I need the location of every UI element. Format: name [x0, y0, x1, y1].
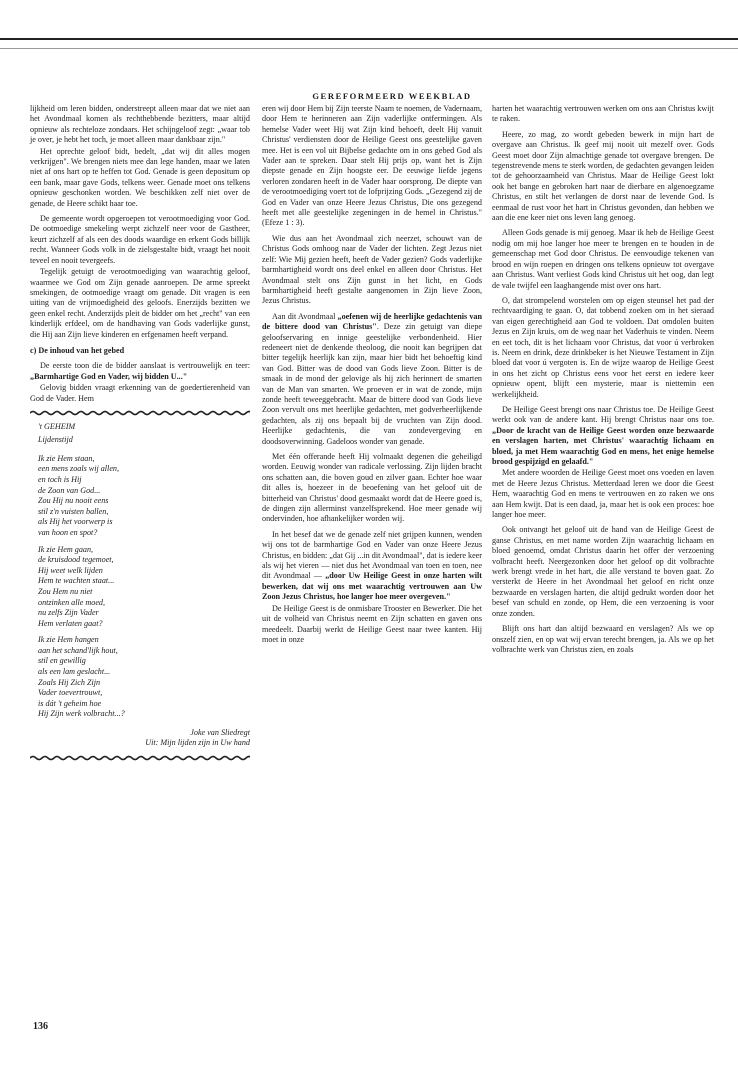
- paragraph: O, dat strompelend worstelen om op eigen steunsel het pad der rechtvaardiging te gaan. O, dat tobbend zoeken om in het sieraad van eigen gerechtigheid aan God te voldoen. Dat omdolen buiten Jezus en Zijn kruis, om de weg naar het Vaderhuis te vinden. Neem en eet toch, dit is het lichaam voor Christus, dat voor ú verbroken is. Neem en drink, deze drinkbeker is het Nieuwe Testament in Zijn bloed dat voor ú vergoten is. En de wijze waarop de Heilige Geest in ons het zicht op Christus eens voor het eerst en iedere keer opnieuw opent, blijft een mysterie, maar is niettemin een werkelijkheid.: [492, 295, 714, 399]
- running-header: GEREFORMEERD WEEKBLAD: [312, 91, 472, 101]
- poem-author: Joke van Sliedregt: [190, 728, 250, 738]
- poem-line: stil en gewillig: [38, 656, 86, 666]
- wavy-divider-bottom: [30, 755, 250, 761]
- top-rule: [0, 38, 738, 40]
- poem-stanza: [38, 545, 250, 630]
- poem-line: ontzinken alle moed,: [38, 597, 106, 607]
- poem-line: de Zoon van God...: [38, 485, 101, 495]
- paragraph: Met één offerande heeft Hij volmaakt degenen die geheiligd worden. Eeuwig wonder van radicale verlossing. Zijn lijden bracht ons schatten aan, die boven goud en zilver gaan. Echter hoe waar dit alles is, hoezeer in de beoefening van het geloof uit de bitterheid van Christus' dood gesmaakt wordt dat de Heere goed is, de dingen zijn allerminst vanzelfsprekend. Hoe meer genade wij ondervinden, hoe afhankelijker worden wij.: [262, 452, 482, 524]
- poem-line: Ik zie Hem hangen: [38, 635, 99, 645]
- text-run: De Heilige Geest brengt ons naar Christus toe. De Heilige Geest werkt ook van de andere kant. Hij brengt Christus naar ons toe.: [492, 404, 714, 425]
- poem-line: Hij weet welk lijden: [38, 565, 103, 575]
- text-run: De eerste toon die de bidder aanslaat is vertrouwelijk en teer:: [40, 361, 250, 371]
- poem-line: Zoals Hij Zich Zijn: [38, 677, 101, 687]
- poem-line: en toch is Hij: [38, 474, 82, 484]
- paragraph: [262, 312, 482, 447]
- poem-line: Ik zie Hem gaan,: [38, 544, 94, 554]
- poem-line: Hem verlaten gaat?: [38, 618, 103, 628]
- paragraph: Alleen Gods genade is mij genoeg. Maar ik heb de Heilige Geest nodig om mij hoe langer hoe meer te brengen en te houden in de gemeenschap met God door Christus. De eenvoudige tekenen van brood en wijn roepen en dringen ons telkens opnieuw tot overgave aan Christus. Want verliest Gods kind Christus uit het oog, dan legt de vale twijfel een laaghangende mist over ons hart.: [492, 228, 714, 290]
- poem-line: aan het schand'lijk hout,: [38, 645, 118, 655]
- text-run: In het besef dat we de genade zelf niet grijpen kunnen, wenden wij ons tot de barmhartige God en Vader van onze Heere Jezus Christus, en bidden: „dat Gij ...in dit Avondmaal", dat is iedere keer als wij het vieren — niet dus het Avondmaal van toen en toen, nee dit Avondmaal —: [262, 529, 482, 581]
- paragraph: Wie dus aan het Avondmaal zich neerzet, schouwt van de Christus Gods omhoog naar de Vader der lichten. Zegt Jezus niet zelf: Wie Mij gezien heeft, heeft de Vader gezien? Gods vaderlijke barmhartigheid wordt ons deel enkel en alleen door Christus. Het Avondmaal stelt ons Zijn gunst in het licht, en Gods barmhartigheid heeft gestalte aangenomen in Zijn lieve Zoon, Jezus Christus.: [262, 233, 482, 306]
- paragraph: Gelovig bidden vraagt erkenning van de goedertierenheid van God de Vader. Hem: [30, 383, 250, 403]
- poem-line: Hem te wachten staat...: [38, 576, 115, 586]
- text-run: Aan dit Avondmaal: [272, 311, 338, 321]
- poem-source: Uit: Mijn lijden zijn in Uw hand: [145, 738, 250, 748]
- poem-line: Ik zie Hem staan,: [38, 453, 95, 463]
- paragraph: Het oprechte geloof bidt, bedelt, „dat wij dit alles mogen verkrijgen". We brengen niets mee dan lege handen, maar we laten niet af ons hart op te heffen tot God. Genade is geen depositum op een bank, maar gave Gods, telkens weer. Genade moet ons telkens opnieuw geschonken worden. We beschikken zelf niet over de genade, de Heere schikt haar toe.: [30, 146, 250, 208]
- paragraph: [262, 530, 482, 603]
- poem-line: is dát 't geheim hoe: [38, 698, 102, 708]
- poem-title: 't GEHEIM: [38, 421, 76, 431]
- poem-line: Zou Hij nu nooit eens: [38, 496, 109, 506]
- bold-quote: „Door de kracht van de Heilige Geest worden onze bezwaarde en verslagen harten, met Christus' waarachtig lichaam en bloed, ja met Hem waarachtig God en mens, het enige hemelse brood gespijzigd en gelaafd.": [492, 425, 714, 466]
- wavy-divider-top: [30, 410, 250, 416]
- text-run: . Deze zin getuigt van diepe geloofservaring en innige geestelijke verbondenheid. Hier redeneert niet de denkende theoloog, die nooit kan begrijpen dat bitter tegelijk heerlijk kan zijn, maar hier bidt het behoeftig kind van God. Bitter was de dood van Gods lieve Zoon. Bitter is de smaak in de mond der gelovige als hij zich herinnert de smarten van de Man van smarten. We proeven er in wat de zonde, mijn zonde heeft teweeggebracht. Maar de bittere dood van Gods lieve Zoon vervult ons met heerlijke gedachten, met godverheerlijkende gedachten, als zij ons bepaalt bij de vruchten van Zijn dood. Heerlijke gedachtenis, die van zondevergeving en doodsoverwinning. Gadeloos wonder van genade.: [262, 322, 482, 446]
- paragraph: Heere, zo mag, zo wordt gebeden bewerk in mijn hart de overgave aan Christus. Ik geef mij nooit uit mezelf over. Gods Geest moet door Zijn almachtige genade tot overgave brengen. De tegenstrevende mens te sterk worden, de gedachten gevangen leiden tot de gehoorzaamheid van Christus. Maar de Heilige Geest lokt ook het bange en gebroken hart naar de dierbare en algenoegzame Christus, en stilt het verlangen de dorst naar de levende God. Is eenmaal de rust voor het hart in Christus gevonden, dan hebben we aan die ene keer niet ons leven lang genoeg.: [492, 129, 714, 223]
- poem-line: als een lam geslacht...: [38, 667, 111, 677]
- paragraph: Ook ontvangt het geloof uit de hand van de Heilige Geest de ganse Christus, en met name worden Zijn waarachtig lichaam en bloed genoemd, omdat Christus daarin het offer der verzoening volbracht heeft. Neergezonken door het geloof op dit volbrachte werk brengt vrede in het hart, die alle verstand te boven gaat. Zo versterkt de Heere in het Avondmaal het geloof en richt onze bezwaarde en verslagen harten, die altijd gedrukt worden door het besef van schuld en zonde, op Hem, die een verzoening is voor onze zonden.: [492, 525, 714, 618]
- paragraph: De gemeente wordt opgeroepen tot verootmoediging voor God. De ootmoedige smekeling werpt zichzelf neer voor de Gastheer, keurt zichzelf af als een des doods waardige en erkent Gods billijk recht. Wanneer Gods volk in de zielsgestalte bidt, vraagt het nooit teveel en nooit tevergeefs.: [30, 214, 250, 265]
- paragraph: [492, 405, 714, 467]
- paragraph: eren wij door Hem bij Zijn teerste Naam te noemen, de Vadernaam, door Hem te herinneren aan Zijn vaderlijke ontfermingen. Als hemelse Vader weet Hij wat Zijn kind behoeft, deelt Hij vanuit Christus' verdiensten door de Heilige Geest ons geestelijke gaven mee. Het is een vol uit Bijbelse gedachte om in ons gebed God als Vader aan te spreken. Daar stelt Hij prijs op, want het is Zijn diepste genade en Zijn hoogste eer. De eeuwige liefde jegens verloren zondaren heeft in de Vader haar oorsprong. De diepte van de verootmoediging voert tot de lofprijzing Gods. „Gezegend zij de God en Vader van onze Heere Jezus Christus, Die ons gezegend heeft met alle geestelijke zegeningen in de hemel in Christus." (Efeze 1 : 3).: [262, 104, 482, 228]
- poem-line: Vader toevertrouwt,: [38, 688, 103, 698]
- bold-quote: „oefenen wij de heerlijke gedachtenis van de bittere dood van Christus": [262, 311, 482, 332]
- paragraph: Tegelijk getuigt de verootmoediging van waarachtig geloof, waarmee we God om Zijn genade aanroepen. De arme spreekt smekingen, de ootmoedige vraagt om genade. Dit vragen is een uiting van de vrijmoedigheid des geloofs. Enerzijds bezitten we geen enkel recht. Anderzijds pleit de bidder om het „recht" van een kinderlijk erfdeel, om de handhaving van Gods vaderlijke gunst, die Hij aan Zijn lieve kinderen en erfgenamen heeft verpand.: [30, 267, 250, 339]
- poem-line: als Hij het voorwerp is: [38, 517, 113, 527]
- poem-line: een mens zoals wij allen,: [38, 464, 120, 474]
- poem-line: Hij Zijn werk volbracht...?: [38, 709, 125, 719]
- paragraph: lijkheid om leren bidden, onderstreept alleen maar dat we niet aan het Avondmaal komen als rechthebbende bezitters, maar altijd opnieuw als rechteloze zondaars. Het schijngeloof zegt: „waar tob je over, je hebt het toch, je moet alleen maar dankbaar zijn.": [30, 104, 250, 145]
- bold-quote: „door Uw Heilige Geest in onze harten wilt bewerken, dat wij ons met waarachtig vertrouwen aan Uw Zoon Jezus Christus, hoe langer hoe meer overgeven.": [262, 571, 482, 602]
- paragraph: [30, 361, 250, 382]
- poem-line: nu zelfs Zijn Vader: [38, 608, 99, 618]
- paragraph: Met andere woorden de Heilige Geest moet ons voeden en laven met de Heere Jezus Christus. Metterdaad leren we door die Geest Hem, waarachtig God en mens te vertrouwen en zo raken we ons aan Hem kwijt. Dat is een daad, ja, maar het is ook een proces: hoe langer hoe meer.: [492, 468, 714, 520]
- poem-stanza: [38, 635, 250, 720]
- column-2: [262, 104, 482, 646]
- column-1: [30, 104, 250, 767]
- paragraph: De Heilige Geest is de onmisbare Trooster en Bewerker. Die het uit de volheid van Christus neemt en Zijn schatten en gaven ons meedeelt. Daarbij werkt de Heilige Geest naar twee kanten. Hij moet in onze: [262, 603, 482, 644]
- poem-stanza: [38, 454, 250, 539]
- poem-line: van hoon en spot?: [38, 527, 98, 537]
- bold-quote: „Barmhartige God en Vader, wij bidden U...": [30, 371, 188, 381]
- paragraph: harten het waarachtig vertrouwen werken om ons aan Christus kwijt te raken.: [492, 104, 714, 124]
- column-3: [492, 104, 714, 656]
- poem-line: stil z'n vuisten ballen,: [38, 506, 109, 516]
- top-rule-secondary: [0, 48, 738, 49]
- poem-subtitle: Lijdenstijd: [38, 435, 73, 445]
- poem-line: Zou Hem nu niet: [38, 586, 93, 596]
- section-heading: c) De inhoud van het gebed: [30, 345, 125, 355]
- page-number: 136: [33, 1021, 48, 1032]
- poem-line: de kruisdood tegemoet,: [38, 555, 114, 565]
- paragraph: Blijft ons hart dan altijd bezwaard en verslagen? Als we op onszelf zien, en op wat wij ervan terecht brengen, ja. Als we op het volbrachte werk van Christus zien, en zoals: [492, 624, 714, 654]
